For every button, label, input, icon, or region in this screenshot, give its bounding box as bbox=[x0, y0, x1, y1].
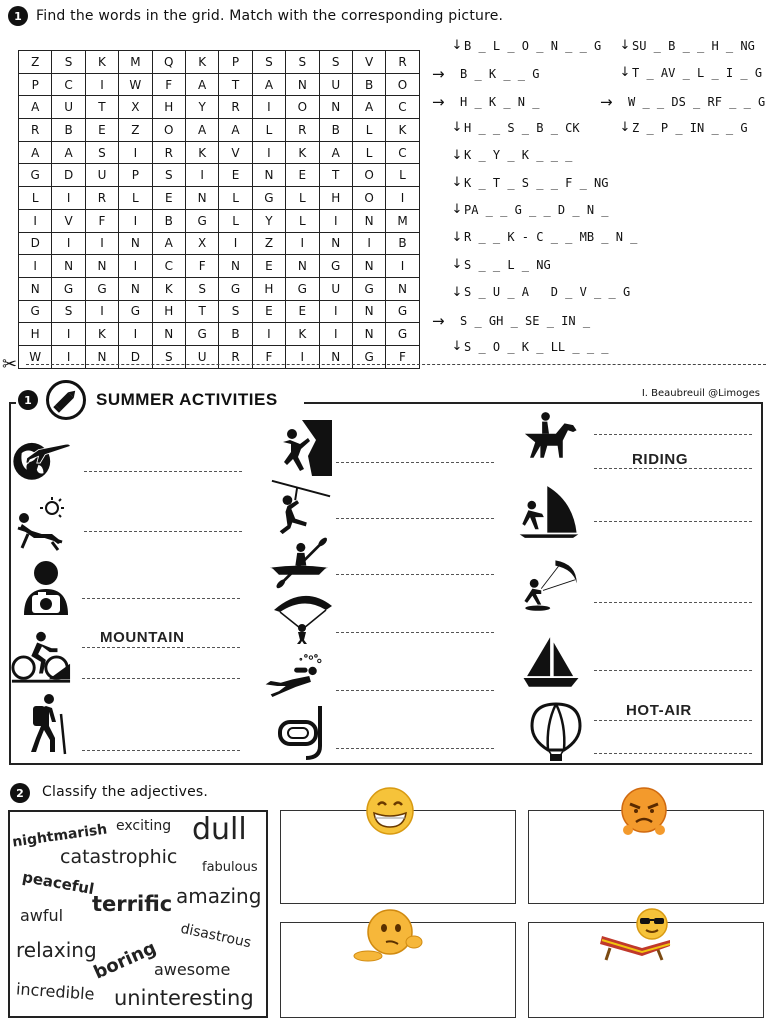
grid-cell[interactable]: A bbox=[219, 119, 252, 142]
grid-row bbox=[19, 232, 420, 255]
grid-cell[interactable]: I bbox=[85, 73, 118, 96]
word-clue bbox=[450, 202, 609, 217]
grid-cell[interactable]: F bbox=[185, 255, 218, 278]
answer-line[interactable] bbox=[336, 690, 494, 691]
grid-row bbox=[19, 323, 420, 346]
grid-cell[interactable]: B bbox=[319, 119, 352, 142]
grid-cell[interactable]: N bbox=[185, 187, 218, 210]
adjective-exciting: exciting bbox=[116, 818, 172, 834]
sunbathing-icon bbox=[14, 496, 76, 552]
word-clue bbox=[450, 120, 580, 135]
grid-cell[interactable]: Q bbox=[152, 51, 185, 74]
grid-cell[interactable]: K bbox=[185, 141, 218, 164]
adjective-amazing: amazing bbox=[176, 884, 262, 908]
grid-cell[interactable]: S bbox=[286, 51, 319, 74]
grid-cell[interactable]: I bbox=[252, 323, 285, 346]
grid-cell[interactable]: G bbox=[286, 277, 319, 300]
grid-cell[interactable]: C bbox=[52, 73, 85, 96]
grid-cell[interactable]: U bbox=[319, 277, 352, 300]
grid-cell[interactable]: S bbox=[252, 51, 285, 74]
grid-cell[interactable]: X bbox=[119, 96, 152, 119]
word-clue bbox=[450, 339, 609, 354]
grid-cell[interactable]: Z bbox=[252, 232, 285, 255]
adjective-boring: boring bbox=[90, 937, 160, 984]
arrow-down-icon: ↓ bbox=[451, 147, 463, 163]
activities-title: SUMMER ACTIVITIES bbox=[96, 390, 278, 409]
adjective-terrific: terrific bbox=[92, 892, 173, 916]
grid-cell[interactable]: T bbox=[185, 300, 218, 323]
grid-cell[interactable]: K bbox=[85, 323, 118, 346]
clue-text: Z _ P _ IN _ _ G bbox=[632, 120, 748, 135]
grid-cell[interactable]: T bbox=[319, 164, 352, 187]
grid-cell[interactable]: N bbox=[85, 345, 118, 368]
answer-line[interactable] bbox=[594, 670, 752, 671]
grid-cell[interactable]: I bbox=[352, 232, 385, 255]
grid-cell[interactable]: L bbox=[19, 187, 52, 210]
grid-cell[interactable]: P bbox=[19, 73, 52, 96]
word-clue bbox=[450, 230, 637, 245]
sailing-icon bbox=[520, 634, 582, 690]
grid-cell[interactable]: A bbox=[319, 141, 352, 164]
grid-cell[interactable]: I bbox=[119, 323, 152, 346]
grid-cell[interactable]: I bbox=[19, 209, 52, 232]
grid-row bbox=[19, 51, 420, 74]
grid-cell[interactable]: I bbox=[52, 187, 85, 210]
arrow-down-icon: ↓ bbox=[619, 120, 631, 136]
grid-cell[interactable]: N bbox=[319, 345, 352, 368]
grid-cell[interactable]: N bbox=[352, 300, 385, 323]
grid-cell[interactable]: L bbox=[352, 141, 385, 164]
thinking-face-icon bbox=[352, 908, 408, 958]
grid-cell[interactable]: U bbox=[185, 345, 218, 368]
adjective-fabulous: fabulous bbox=[202, 860, 258, 875]
grid-cell[interactable]: I bbox=[119, 141, 152, 164]
grid-cell[interactable]: B bbox=[52, 119, 85, 142]
grid-cell[interactable]: B bbox=[352, 73, 385, 96]
grid-cell[interactable]: B bbox=[219, 323, 252, 346]
kitesurfing-icon bbox=[520, 558, 582, 614]
grid-cell[interactable]: A bbox=[19, 96, 52, 119]
adjective-awesome: awesome bbox=[154, 960, 231, 979]
grid-cell[interactable]: G bbox=[19, 164, 52, 187]
grid-cell[interactable]: V bbox=[219, 141, 252, 164]
grid-cell[interactable]: U bbox=[52, 96, 85, 119]
grid-cell[interactable]: I bbox=[52, 345, 85, 368]
clue-text: S _ GH _ SE _ IN _ bbox=[460, 314, 591, 328]
grid-cell[interactable]: E bbox=[152, 187, 185, 210]
grid-cell[interactable]: I bbox=[386, 255, 419, 278]
grid-cell[interactable]: A bbox=[352, 96, 385, 119]
grid-cell[interactable]: S bbox=[185, 277, 218, 300]
pencil-icon bbox=[46, 380, 86, 420]
windsurfing-icon bbox=[518, 484, 580, 540]
grid-cell[interactable]: L bbox=[119, 187, 152, 210]
grid-cell[interactable]: O bbox=[152, 119, 185, 142]
grid-cell[interactable]: W bbox=[119, 73, 152, 96]
grid-cell[interactable]: A bbox=[152, 232, 185, 255]
grid-cell[interactable]: V bbox=[52, 209, 85, 232]
author-credit: I. Beaubreuil @Limoges bbox=[641, 388, 760, 399]
answer-line[interactable] bbox=[84, 531, 242, 532]
grid-cell[interactable]: N bbox=[352, 255, 385, 278]
grid-cell[interactable]: Y bbox=[252, 209, 285, 232]
grid-cell[interactable]: R bbox=[219, 96, 252, 119]
clue-text: S _ U _ A D _ V _ _ G bbox=[464, 285, 631, 300]
grid-cell[interactable]: E bbox=[286, 300, 319, 323]
grid-cell[interactable]: N bbox=[219, 255, 252, 278]
grid-cell[interactable]: D bbox=[52, 164, 85, 187]
grinning-face-icon bbox=[362, 786, 418, 836]
grid-cell[interactable]: R bbox=[19, 119, 52, 142]
grid-cell[interactable]: I bbox=[52, 323, 85, 346]
grid-cell[interactable]: N bbox=[319, 232, 352, 255]
grid-cell[interactable]: D bbox=[119, 345, 152, 368]
section2-number-badge: 2 bbox=[10, 783, 30, 803]
grid-cell[interactable]: F bbox=[85, 209, 118, 232]
grid-cell[interactable]: I bbox=[252, 141, 285, 164]
grid-cell[interactable]: C bbox=[386, 141, 419, 164]
grid-cell[interactable]: C bbox=[152, 255, 185, 278]
grid-cell[interactable]: I bbox=[19, 255, 52, 278]
grid-row bbox=[19, 164, 420, 187]
grid-cell[interactable]: M bbox=[119, 51, 152, 74]
arrow-down-icon: ↓ bbox=[619, 65, 631, 81]
grid-cell[interactable]: I bbox=[219, 232, 252, 255]
rock-climbing-icon bbox=[272, 420, 334, 476]
grid-cell[interactable]: L bbox=[386, 164, 419, 187]
grid-cell[interactable]: A bbox=[252, 73, 285, 96]
grid-cell[interactable]: T bbox=[219, 73, 252, 96]
adjective-relaxing: relaxing bbox=[16, 938, 97, 962]
hot-air-balloon-icon bbox=[526, 704, 588, 760]
answer-line[interactable] bbox=[594, 468, 752, 469]
mountain-biking-icon bbox=[10, 628, 72, 684]
grid-cell[interactable]: I bbox=[286, 345, 319, 368]
grid-cell[interactable]: R bbox=[386, 51, 419, 74]
adjective-catastrophic: catastrophic bbox=[60, 846, 178, 868]
answer-line[interactable] bbox=[594, 434, 752, 435]
grid-cell[interactable]: I bbox=[386, 187, 419, 210]
grid-cell[interactable]: K bbox=[152, 277, 185, 300]
grid-row bbox=[19, 277, 420, 300]
grid-cell[interactable]: F bbox=[252, 345, 285, 368]
answer-line[interactable] bbox=[336, 574, 494, 575]
grid-cell[interactable]: G bbox=[386, 323, 419, 346]
grid-cell[interactable]: N bbox=[19, 277, 52, 300]
grid-cell[interactable]: H bbox=[252, 277, 285, 300]
word-clue bbox=[432, 93, 539, 111]
grid-cell[interactable]: P bbox=[219, 51, 252, 74]
grid-cell[interactable]: X bbox=[185, 232, 218, 255]
grid-cell[interactable]: U bbox=[85, 164, 118, 187]
grid-cell[interactable]: I bbox=[119, 209, 152, 232]
clue-text: B _ L _ O _ N _ _ G bbox=[464, 38, 602, 53]
adjective-dull: dull bbox=[192, 812, 247, 847]
hint-mountain: MOUNTAIN bbox=[100, 629, 185, 646]
scissors-icon: ✂ bbox=[2, 354, 18, 375]
grid-cell[interactable]: I bbox=[85, 232, 118, 255]
grid-row bbox=[19, 255, 420, 278]
grid-cell[interactable]: N bbox=[352, 323, 385, 346]
word-clue bbox=[432, 312, 590, 330]
grid-cell[interactable]: R bbox=[85, 187, 118, 210]
adjective-nightmarish: nightmarish bbox=[11, 821, 109, 851]
answer-line[interactable] bbox=[336, 632, 494, 633]
clue-text: PA _ _ G _ _ D _ N _ bbox=[464, 202, 609, 217]
horse-riding-icon bbox=[518, 410, 580, 466]
scuba-diving-icon bbox=[264, 648, 326, 704]
grid-cell[interactable]: N bbox=[252, 164, 285, 187]
grid-cell[interactable]: R bbox=[152, 141, 185, 164]
grid-cell[interactable]: G bbox=[185, 209, 218, 232]
grid-row bbox=[19, 73, 420, 96]
grid-cell[interactable]: A bbox=[19, 141, 52, 164]
word-clue bbox=[450, 38, 601, 53]
arrow-down-icon: ↓ bbox=[451, 284, 463, 300]
grid-cell[interactable]: E bbox=[85, 119, 118, 142]
grid-cell[interactable]: L bbox=[219, 187, 252, 210]
grid-cell[interactable]: O bbox=[352, 187, 385, 210]
arrow-down-icon: ↓ bbox=[451, 175, 463, 190]
relaxing-sunbed-face-icon bbox=[596, 906, 652, 956]
grid-cell[interactable]: A bbox=[52, 141, 85, 164]
grid-cell[interactable]: K bbox=[386, 119, 419, 142]
hiking-icon bbox=[14, 696, 76, 752]
arrow-right-icon: → bbox=[432, 92, 445, 111]
answer-line[interactable] bbox=[84, 471, 242, 472]
grid-cell[interactable]: N bbox=[85, 255, 118, 278]
clue-text: B _ K _ _ G bbox=[460, 67, 540, 82]
globe-plane-icon bbox=[10, 430, 72, 486]
grid-cell[interactable]: H bbox=[152, 96, 185, 119]
clue-text: S _ _ L _ NG bbox=[464, 257, 551, 272]
word-search-grid bbox=[18, 50, 420, 369]
adjective-incredible: incredible bbox=[15, 979, 96, 1004]
clue-text: W _ _ DS _ RF _ _ G bbox=[628, 94, 766, 109]
sightseeing-camera-icon bbox=[14, 560, 76, 616]
answer-line[interactable] bbox=[594, 753, 752, 754]
grid-cell[interactable]: M bbox=[386, 209, 419, 232]
grid-cell[interactable]: N bbox=[152, 323, 185, 346]
grid-cell[interactable]: I bbox=[252, 96, 285, 119]
clue-text: K _ Y _ K _ _ _ bbox=[464, 148, 573, 163]
arrow-down-icon: ↓ bbox=[451, 120, 463, 136]
grid-cell[interactable]: K bbox=[286, 141, 319, 164]
grid-cell[interactable]: A bbox=[185, 73, 218, 96]
grid-cell[interactable]: G bbox=[185, 323, 218, 346]
grid-cell[interactable]: R bbox=[286, 119, 319, 142]
grid-cell[interactable]: G bbox=[252, 187, 285, 210]
clue-text: T _ AV _ L _ I _ G bbox=[632, 65, 763, 80]
grid-cell[interactable]: N bbox=[286, 255, 319, 278]
grid-row bbox=[19, 141, 420, 164]
grid-cell[interactable]: G bbox=[352, 345, 385, 368]
grid-row bbox=[19, 119, 420, 142]
grid-cell[interactable]: I bbox=[319, 323, 352, 346]
grid-cell[interactable]: S bbox=[85, 141, 118, 164]
grid-cell[interactable]: E bbox=[286, 164, 319, 187]
grid-cell[interactable]: N bbox=[119, 232, 152, 255]
grid-cell[interactable]: I bbox=[286, 232, 319, 255]
grid-cell[interactable]: N bbox=[386, 277, 419, 300]
arrow-down-icon: ↓ bbox=[451, 257, 463, 273]
grid-cell[interactable]: S bbox=[52, 51, 85, 74]
grid-cell[interactable]: C bbox=[386, 96, 419, 119]
answer-line[interactable] bbox=[594, 602, 752, 603]
grid-cell[interactable]: S bbox=[219, 300, 252, 323]
answer-line[interactable] bbox=[82, 750, 240, 751]
word-clue bbox=[450, 285, 630, 300]
grid-cell[interactable]: N bbox=[319, 96, 352, 119]
word-clue bbox=[618, 38, 755, 53]
grid-cell[interactable]: G bbox=[85, 277, 118, 300]
grid-row bbox=[19, 187, 420, 210]
grid-cell[interactable]: Z bbox=[19, 51, 52, 74]
arrow-right-icon: → bbox=[432, 312, 445, 330]
grid-cell[interactable]: S bbox=[152, 164, 185, 187]
section-instruction: Find the words in the grid. Match with the corresponding picture. bbox=[36, 8, 504, 24]
grid-cell[interactable]: A bbox=[185, 119, 218, 142]
grid-cell[interactable]: L bbox=[252, 119, 285, 142]
answer-line[interactable] bbox=[82, 647, 240, 648]
grid-cell[interactable]: G bbox=[19, 300, 52, 323]
grid-cell[interactable]: K bbox=[185, 51, 218, 74]
adjective-uninteresting: uninteresting bbox=[114, 986, 254, 1010]
grid-cell[interactable]: R bbox=[219, 345, 252, 368]
grid-cell[interactable]: N bbox=[286, 73, 319, 96]
answer-line[interactable] bbox=[82, 598, 240, 599]
grid-cell[interactable]: D bbox=[19, 232, 52, 255]
activities-number-badge: 1 bbox=[18, 390, 38, 410]
grid-cell[interactable]: O bbox=[352, 164, 385, 187]
answer-line[interactable] bbox=[594, 521, 752, 522]
paragliding-icon bbox=[272, 588, 334, 644]
arrow-down-icon: ↓ bbox=[451, 339, 463, 355]
grid-cell[interactable]: K bbox=[286, 323, 319, 346]
word-clue bbox=[450, 257, 551, 272]
grid-cell[interactable]: H bbox=[152, 300, 185, 323]
grid-cell[interactable]: I bbox=[319, 300, 352, 323]
grid-row bbox=[19, 209, 420, 232]
grid-cell[interactable]: S bbox=[319, 51, 352, 74]
grid-cell[interactable]: U bbox=[319, 73, 352, 96]
clue-text: H _ K _ N _ bbox=[460, 94, 540, 109]
grid-cell[interactable]: G bbox=[52, 277, 85, 300]
word-clue bbox=[450, 148, 572, 163]
grid-cell[interactable]: N bbox=[352, 209, 385, 232]
grid-cell[interactable]: I bbox=[85, 300, 118, 323]
grid-row bbox=[19, 96, 420, 119]
grid-cell[interactable]: N bbox=[119, 277, 152, 300]
grid-cell[interactable]: G bbox=[219, 277, 252, 300]
angry-face-icon bbox=[616, 784, 672, 834]
grid-cell[interactable]: E bbox=[252, 300, 285, 323]
adjective-disastrous: disastrous bbox=[179, 920, 253, 952]
grid-cell[interactable]: Y bbox=[185, 96, 218, 119]
clue-text: SU _ B _ _ H _ NG bbox=[632, 38, 755, 53]
grid-cell[interactable]: P bbox=[119, 164, 152, 187]
grid-cell[interactable]: G bbox=[319, 255, 352, 278]
grid-cell[interactable]: G bbox=[386, 300, 419, 323]
grid-cell[interactable]: B bbox=[152, 209, 185, 232]
clue-text: R _ _ K - C _ _ MB _ N _ bbox=[464, 230, 638, 245]
grid-cell[interactable]: S bbox=[152, 345, 185, 368]
grid-cell[interactable]: N bbox=[52, 255, 85, 278]
clue-text: S _ O _ K _ LL _ _ _ bbox=[464, 339, 609, 354]
answer-line[interactable] bbox=[336, 518, 494, 519]
grid-cell[interactable]: S bbox=[52, 300, 85, 323]
answer-line[interactable] bbox=[336, 462, 494, 463]
grid-cell[interactable]: E bbox=[252, 255, 285, 278]
word-clue bbox=[618, 120, 748, 135]
kayaking-icon bbox=[268, 534, 330, 590]
clue-text: H _ _ S _ B _ CK bbox=[464, 120, 580, 135]
grid-cell[interactable]: K bbox=[85, 51, 118, 74]
grid-cell[interactable]: Z bbox=[119, 119, 152, 142]
grid-cell[interactable]: T bbox=[85, 96, 118, 119]
grid-cell[interactable]: B bbox=[386, 232, 419, 255]
grid-cell[interactable]: V bbox=[352, 51, 385, 74]
arrow-down-icon: ↓ bbox=[451, 202, 463, 218]
arrow-right-icon: → bbox=[600, 92, 613, 111]
arrow-down-icon: ↓ bbox=[619, 38, 631, 53]
arrow-down-icon: ↓ bbox=[451, 229, 463, 245]
cut-line bbox=[26, 364, 766, 365]
adjective-peaceful: peaceful bbox=[20, 867, 96, 899]
grid-cell[interactable]: H bbox=[19, 323, 52, 346]
grid-cell[interactable]: O bbox=[286, 96, 319, 119]
grid-cell[interactable]: L bbox=[352, 119, 385, 142]
snorkel-mask-icon bbox=[270, 704, 332, 760]
section2-instruction: Classify the adjectives. bbox=[42, 784, 209, 800]
grid-cell[interactable]: L bbox=[219, 209, 252, 232]
grid-cell[interactable]: L bbox=[286, 209, 319, 232]
clue-text: K _ T _ S _ _ F _ NG bbox=[464, 175, 609, 190]
word-clue bbox=[618, 65, 762, 80]
grid-cell[interactable]: I bbox=[319, 209, 352, 232]
grid-cell[interactable]: E bbox=[219, 164, 252, 187]
word-clue bbox=[432, 65, 539, 83]
grid-cell[interactable]: F bbox=[386, 345, 419, 368]
answer-line[interactable] bbox=[594, 720, 752, 721]
hint-riding: RIDING bbox=[632, 451, 689, 468]
arrow-right-icon: → bbox=[432, 65, 445, 84]
grid-cell[interactable]: G bbox=[352, 277, 385, 300]
section-number-badge: 1 bbox=[8, 6, 28, 26]
grid-cell[interactable]: O bbox=[386, 73, 419, 96]
grid-cell[interactable]: I bbox=[52, 232, 85, 255]
grid-cell[interactable]: L bbox=[286, 187, 319, 210]
grid-cell[interactable]: F bbox=[152, 73, 185, 96]
word-clue bbox=[450, 175, 609, 190]
grid-cell[interactable]: W bbox=[19, 345, 52, 368]
adjective-awful: awful bbox=[20, 906, 64, 925]
answer-line[interactable] bbox=[336, 748, 494, 749]
answer-line[interactable] bbox=[82, 678, 240, 679]
grid-cell[interactable]: G bbox=[119, 300, 152, 323]
arrow-down-icon: ↓ bbox=[451, 38, 463, 53]
word-clue bbox=[600, 93, 765, 111]
grid-cell[interactable]: H bbox=[319, 187, 352, 210]
grid-cell[interactable]: I bbox=[119, 255, 152, 278]
zip-lining-icon bbox=[270, 478, 332, 534]
hint-hot-air: HOT-AIR bbox=[626, 702, 692, 719]
grid-cell[interactable]: I bbox=[185, 164, 218, 187]
grid-row bbox=[19, 300, 420, 323]
